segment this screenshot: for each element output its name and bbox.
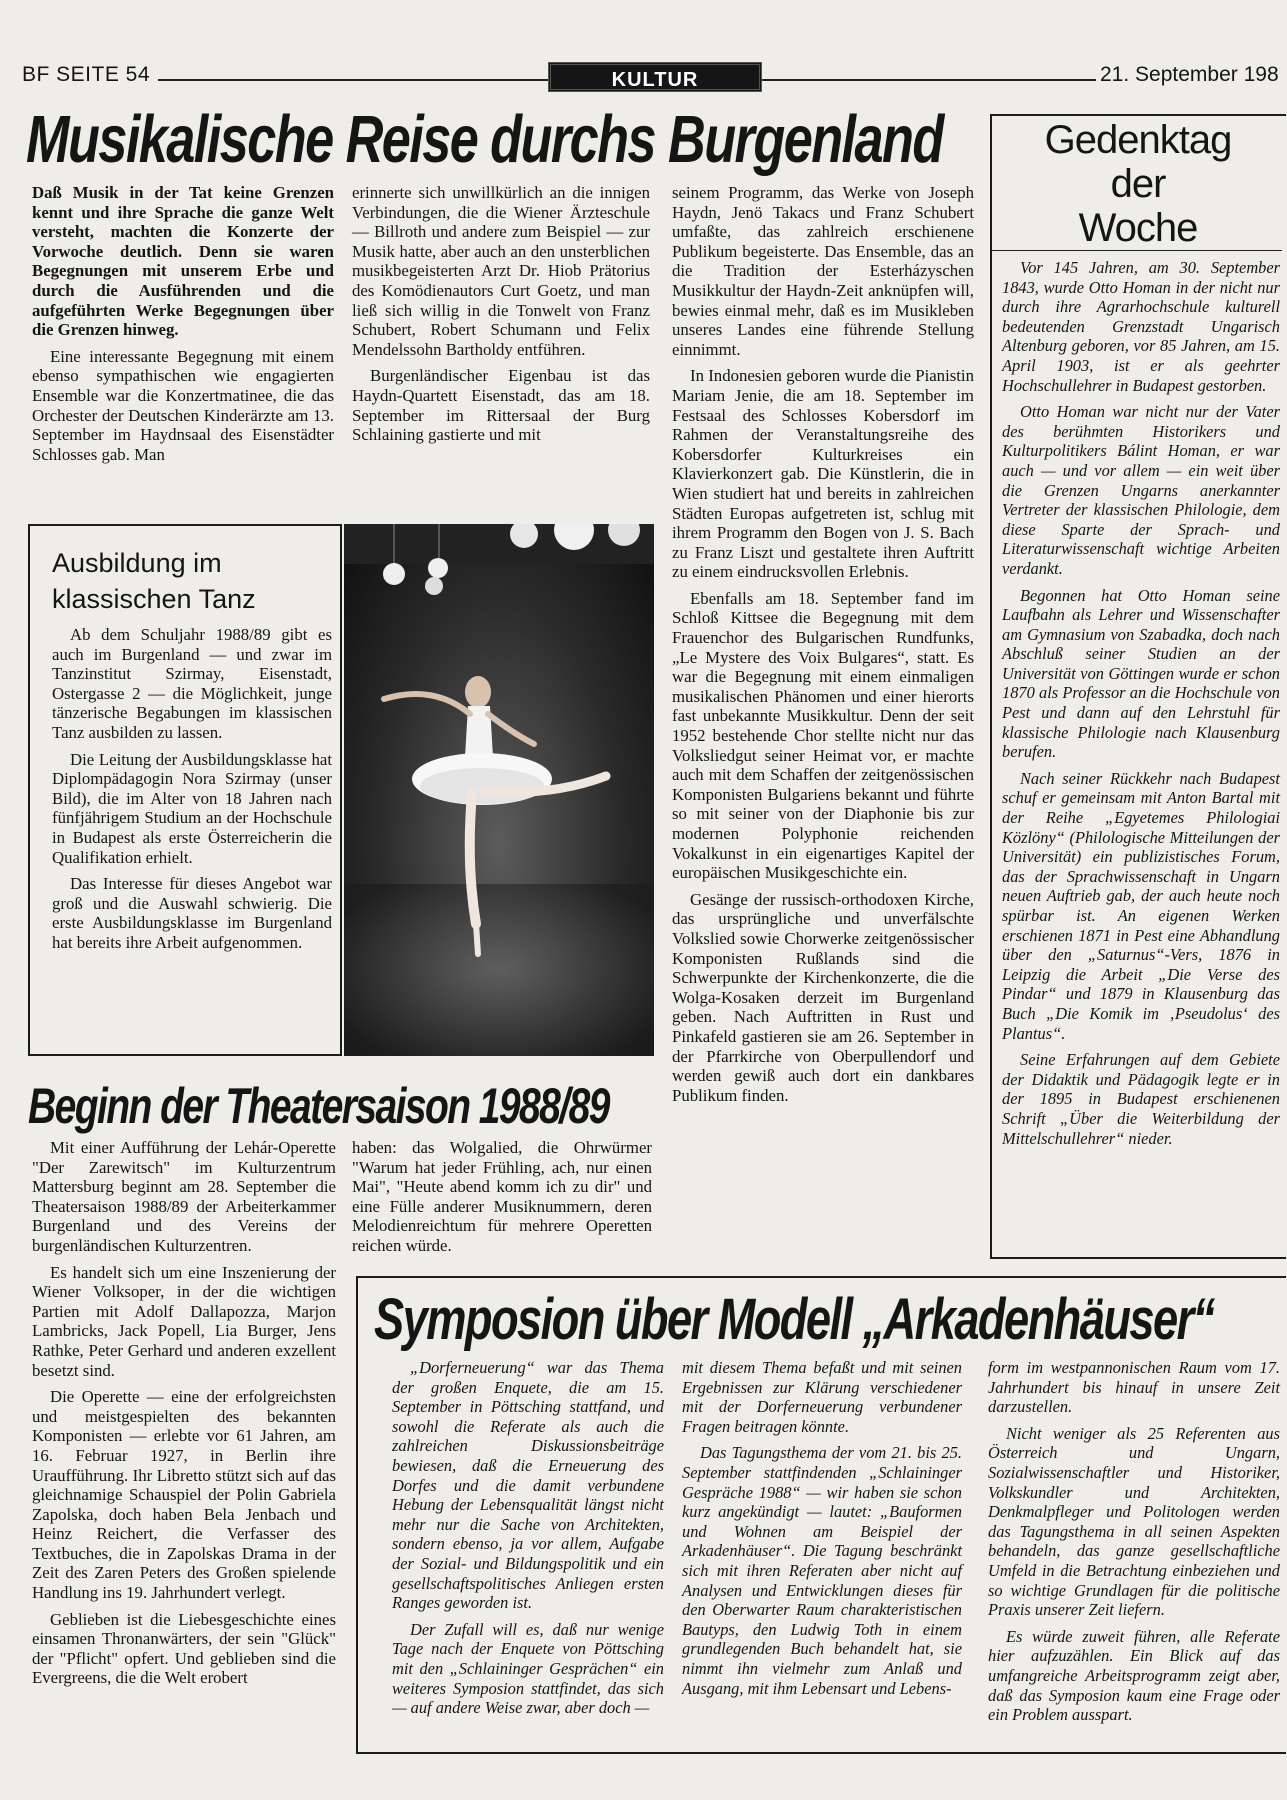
section-label: KULTUR — [548, 62, 762, 92]
gedenktag-paragraph: Nach seiner Rückkehr nach Budapest schuf er gemeinsam mit Anton Bartal mit der Reihe „Egyetemes Philologiai Közlöny“ (Philologische Mitteilungen der Universität) ein publizistisches Forum, das der Sprachwissenschaft in Ungarn neuen Auftrieb gab, der auch heute noch spürbar ist. An eigenen Werken erschienen 1871 in Pest eine Abhandlung über den „Saturnus“-Vers, 1876 in Leipzig die Arbeit „Die Verse des Pindar“ und 1879 in Klausenburg das Buch „Die Komik im ‚Pseudolus‘ des Plantus“. — [1002, 768, 1280, 1043]
main-paragraph: Eine interessante Begegnung mit einem ebenso sympathischen wie engagierten Ensemble war die Konzertmatinee, die das Orchester der Deutschen Kinderärzte am 13. September im Haydnsaal des Eisenstädter Schlosses gab. Man — [32, 346, 334, 464]
dance-paragraph: Die Leitung der Ausbildungsklasse hat Diplompädagogin Nora Szirmay (unser Bild), die im Alter von 18 Jahren nach fünfjährigem Studium an der Hochschule in Budapest als erste Österreicherin die Qualifikation erhielt. — [52, 749, 332, 867]
main-paragraph: Gesänge der russisch-orthodoxen Kirche, das ursprüngliche und unverfälschte Volkslied sowie Chorwerke zeitgenössischer Komponisten Rußlands sind die Schwerpunkte der Kirchenkonzerte, die die Wolga-Kosaken derzeit im Burgenland geben. Nach Auftritten in Rust und Pinkafeld gastieren sie am 26. September in der Pfarrkirche von Oberpullendorf und werden gewiß auch dort ein dankbares Publikum finden. — [672, 889, 974, 1105]
main-article-col2 — [352, 183, 650, 452]
symposion-paragraph: Es würde zuweit führen, alle Referate hier aufzuzählen. Ein Blick auf das umfangreiche Arbeitsprogramm zeigt aber, daß das Symposion kaum eine Frage oder ein Problem ausspart. — [988, 1626, 1280, 1725]
gedenktag-title-line: Woche — [1078, 206, 1198, 250]
dance-box-text — [52, 625, 332, 960]
header-rule-right — [762, 79, 1096, 81]
gedenktag-paragraph: Vor 145 Jahren, am 30. September 1843, wurde Otto Homan in der nicht nur durch ihre Agrarhochschule kulturell bedeutenden Grenzstadt Ungarisch Altenburg geboren, vor 85 Jahren, am 15. April 1903, ist er als geehrter Hochschullehrer in Budapest gestorben. — [1002, 258, 1280, 395]
gedenktag-title — [1000, 118, 1276, 250]
symposion-col3 — [988, 1358, 1280, 1732]
symposion-paragraph: Das Tagungsthema der vom 21. bis 25. September stattfindenden „Schlaininger Gespräche 1988“ — wir haben sie schon kurz angekündigt — lautet: „Bauformen und Wohnen am Beispiel der Arkadenhäuser“. Die Tagung beschränkt sich mit ihren Referaten aber nicht auf Analysen und Entwicklungen dieses für den Oberwarter Raum charakteristischen Bautyps, den Ludwig Toth in einem grundlegenden Buch behandelt hat, sie nimmt ihn vielmehr zum Anlaß und Ausgang, mit ihm Lebensart und Lebens- — [682, 1443, 962, 1698]
gedenktag-title-line: Gedenktag — [1044, 118, 1232, 162]
dancer-photo — [344, 524, 654, 1056]
main-paragraph: Ebenfalls am 18. September fand im Schloß Kittsee die Begegnung mit dem Frauenchor des Bulgarischen Rundfunks, „Le Mystere des Voix Bulgares“, statt. Es war die Begegnung mit einem einmaligen musikalischen Phänomen und einer hierorts fast unbekannte Musikkultur. Denn der seit 1952 bestehende Chor stellte nicht nur das Volksliedgut seiner Heimat vor, er machte auch mit dem Schaffen der zeitgenössischen Komponisten Bulgariens bekannt und führte so mit seiner von der Diaphonie bis zur modernen Polyphonie reichenden Vokalkunst in ein eigenartiges Kapitel der europäischen Musikgeschichte ein. — [672, 588, 974, 883]
gedenktag-text — [1002, 258, 1280, 1155]
main-lead: Daß Musik in der Tat keine Grenzen kennt und ihre Sprache die ganze Welt versteht, machten die Konzerte der Vorwoche deutlich. Denn sie waren Begegnungen mit unserem Erbe und durch die Ausführenden und die aufgeführten Werke Begegnungen über die Grenzen hinweg. — [32, 183, 334, 340]
main-article-col1 — [32, 183, 334, 471]
main-article-col3 — [672, 183, 974, 1112]
dance-box-title — [52, 545, 332, 617]
dance-paragraph: Das Interesse für dieses Angebot war groß und die Auswahl schwierig. Die erste Ausbildungsklasse im Burgenland hat bereits ihre Arbeit aufgenommen. — [52, 874, 332, 952]
page-label: BF SEITE 54 — [22, 63, 151, 86]
symposion-paragraph: form im westpannonischen Raum vom 17. Jahrhundert bis hinauf in unsere Zeit darzustellen. — [988, 1358, 1280, 1417]
theater-paragraph: Die Operette — eine der erfolgreichsten und meistgespielten des bekannten Komponisten — erlebte vor 61 Jahren, am 16. Februar 1927, in Berlin ihre Uraufführung. Ihr Libretto stützt sich auf das gleichnamige Schauspiel der Polin Gabriela Zapolska, doch haben Bela Jenbach und Heinz Reichert, die Verfasser des Textbuches, die in Zapolskas Drama in der Zeit des Zaren Peters des Großen spielende Handlung ins 19. Jahrhundert verlegt. — [32, 1387, 336, 1603]
symposion-headline: Symposion über Modell „Arkadenhäuser“ — [374, 1287, 1214, 1352]
symposion-col1 — [392, 1358, 664, 1725]
gedenktag-paragraph: Begonnen hat Otto Homan seine Laufbahn als Lehrer und Wissenschafter am Gymnasium von Szabadka, doch nach Abschluß seiner Studien an der Universität von Göttingen wurde er schon 1870 als Professor an die Hochschule von Pest und dann auf den Lehrstuhl für klassische Philologie nach Klausenburg berufen. — [1002, 585, 1280, 762]
issue-date: 21. September 198 — [1100, 63, 1279, 86]
main-paragraph: erinnerte sich unwillkürlich an die innigen Verbindungen, die die Wiener Ärzteschule — Billroth und andere zum Beispiel — zur Musik hatte, aber auch an den unsterblichen musikbegeisterten Arzt Dr. Hiob Prätorius des Komödienautors Curt Goetz, und man ließ sich willig in die Tonwelt von Franz Schubert, Robert Schumann und Felix Mendelssohn Bartholdy entführen. — [352, 183, 650, 359]
dance-box-title-line: Ausbildung im — [52, 548, 222, 578]
gedenktag-paragraph: Seine Erfahrungen auf dem Gebiete der Didaktik und Pädagogik legte er in der 1895 in Budapest erschienenen Schrift „Über die Weiterbildung der Mittelschullehrer“ nieder. — [1002, 1050, 1280, 1148]
symposion-col2 — [682, 1358, 962, 1705]
gedenktag-title-line: der — [1110, 162, 1166, 206]
dance-paragraph: Ab dem Schuljahr 1988/89 gibt es auch im Burgenland — und zwar im Tanzinstitut Szirmay, Eisenstadt, Ostergasse 2 — die Möglichkeit, junge tänzerische Begabungen im klassischen Tanz ausbilden zu lassen. — [52, 625, 332, 742]
theater-paragraph: haben: das Wolgalied, die Ohrwürmer "Warum hat jeder Frühling, ach, nur einen Mai", "Heute abend komm ich zu dir" und eine Fülle anderer Musiknummern, deren Melodienreichtum für mehrere Operetten reichen würde. — [352, 1138, 652, 1255]
main-headline: Musikalische Reise durchs Burgenland — [26, 102, 943, 177]
symposion-paragraph: Der Zufall will es, daß nur wenige Tage nach der Enquete von Pöttsching mit den „Schlaininger Gesprächen“ ein weiteres Symposion stattfindet, das sich — auf andere Weise zwar, aber doch — — [392, 1619, 664, 1718]
header-rule-left — [158, 79, 550, 81]
theater-paragraph: Geblieben ist die Liebesgeschichte eines einsamen Thronanwärters, der sein "Glück" der "Pflicht" opfert. Und geblieben sind die Evergreens, die die Welt erobert — [32, 1609, 336, 1688]
ballerina-figure — [344, 524, 654, 1056]
main-paragraph: seinem Programm, das Werke von Joseph Haydn, Jenö Takacs und Franz Schubert umfaßte, das zahlreich erschienene Publikum begeisterte. Das Ensemble, das an die Tradition der Esterházyschen Musikkultur der Haydn-Zeit anknüpfen will, bewies einmal mehr, daß es im Musikleben unseres Landes eine führende Stellung einnimmt. — [672, 183, 974, 359]
symposion-paragraph: Nicht weniger als 25 Referenten aus Österreich und Ungarn, Sozialwissenschaftler und Historiker, Volkskundler und Architekten, Denkmalpfleger und Politologen werden das Tagungsthema in all seinen Aspekten behandeln, das ganze gesellschaftliche Umfeld in die Betrachtung einbeziehen und so wichtige Grundlagen für die politische Praxis unserer Zeit liefern. — [988, 1423, 1280, 1620]
gedenktag-paragraph: Otto Homan war nicht nur der Vater des berühmten Historikers und Kulturpolitikers Bálint Homan, er war auch — und vor allem — ein weit über die Grenzen Ungarns anerkannter Vertreter der klassischen Philologie, dem diese Sparte der Sprach- und Literaturwissenschaft wichtige Arbeiten verdankt. — [1002, 402, 1280, 578]
dance-box-title-line: klassischen Tanz — [52, 584, 256, 614]
main-paragraph: In Indonesien geboren wurde die Pianistin Mariam Jenie, die am 18. September im Festsaal des Schlosses Kobersdorf im Rahmen der Veranstaltungsreihe des Kobersdorfer Kulturkreises ein Klavierkonzert gab. Die Künstlerin, die in Wien studiert hat und bereits in zahlreichen Städten Europas aufgetreten ist, schlug mit ihrem Programm den Bogen von J. S. Bach zu Franz Liszt und gestaltete ihren Auftritt zu einem eindrucksvollen Erlebnis. — [672, 366, 974, 582]
symposion-paragraph: „Dorferneuerung“ war das Thema der großen Enquete, die am 15. September in Pöttsching stattfand, und sowohl die Referate als auch die zahlreichen Diskussionsbeiträge bewiesen, daß die Erneuerung des Dorfes und die damit verbundene Hebung der Lebensqualität längst nicht mehr nur die Sache von Architekten, sondern ebenso, ja vor allem, Aufgabe der Sozial- und Bildungspolitik und ein gesellschaftspolitisches Anliegen ersten Ranges geworden ist. — [392, 1358, 664, 1613]
theater-paragraph: Mit einer Aufführung der Lehár-Operette "Der Zarewitsch" im Kulturzentrum Mattersburg beginnt am 28. September die Theatersaison 1988/89 der Arbeiterkammer Burgenland und des Vereins der burgenländischen Kulturzentren. — [32, 1138, 336, 1255]
main-paragraph: Burgenländischer Eigenbau ist das Haydn-Quartett Eisenstadt, das am 18. September im Rittersaal der Burg Schlaining gastierte und mit — [352, 366, 650, 445]
gedenktag-rule — [992, 250, 1282, 251]
theater-col2 — [352, 1138, 652, 1263]
theater-paragraph: Es handelt sich um eine Inszenierung der Wiener Volksoper, in der die wichtigen Partien mit Adolf Dallapozza, Marjon Lambricks, Jack Popell, Lia Burger, Jens Rathke, Peter Gerhard und anderen exzellent besetzt sind. — [32, 1262, 336, 1380]
theater-col1 — [32, 1138, 336, 1695]
theater-headline: Beginn der Theatersaison 1988/89 — [28, 1078, 609, 1134]
symposion-paragraph: mit diesem Thema befaßt und mit seinen Ergebnissen zur Klärung verschiedener mit der Dorferneuerung verbundener Fragen beitragen könnte. — [682, 1358, 962, 1436]
